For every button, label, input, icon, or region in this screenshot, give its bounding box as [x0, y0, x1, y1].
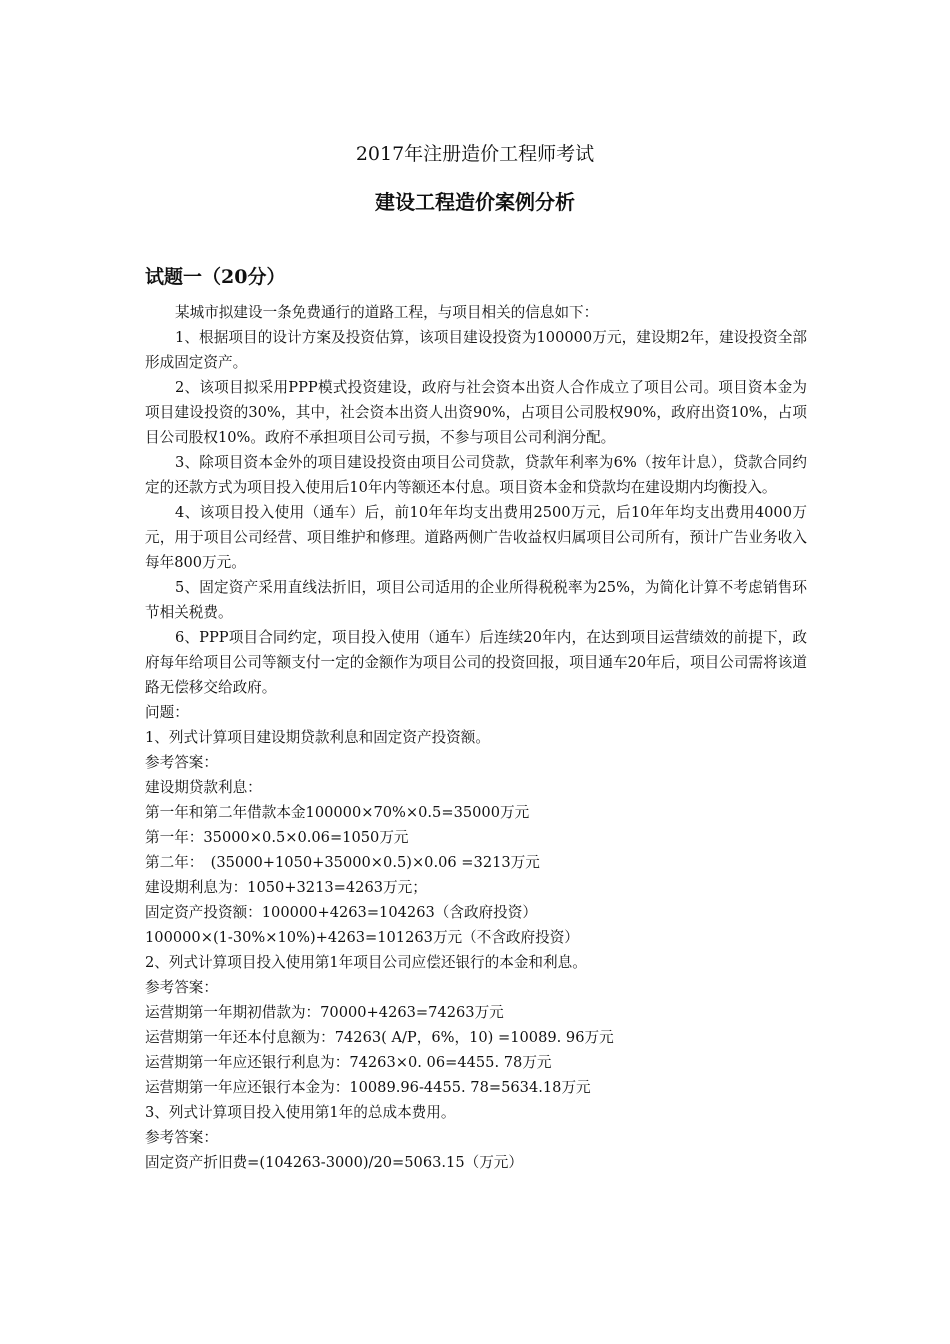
answer-line: 第一年和第二年借款本金100000×70%×0.5=35000万元 [145, 804, 530, 821]
document-body [145, 300, 807, 1175]
answer-line: 第一年：35000×0.5×0.06=1050万元 [145, 829, 409, 846]
answer-line: 运营期第一年应还银行利息为：74263×0. 06=4455. 78万元 [145, 1054, 552, 1071]
answer-line: 运营期第一年还本付息额为：74263( A/P，6%，10) =10089. 96万元 [145, 1029, 614, 1046]
info-item-5: 5、固定资产采用直线法折旧，项目公司适用的企业所得税税率为25%，为简化计算不考虑销售环节相关税费。 [145, 579, 807, 621]
info-item-1: 1、根据项目的设计方案及投资估算，该项目建设投资为100000万元，建设期2年，建设投资全部形成固定资产。 [145, 329, 807, 371]
info-item-4: 4、该项目投入使用（通车）后，前10年年均支出费用2500万元，后10年年均支出费用4000万元，用于项目公司经营、项目维护和修理。道路两侧广告收益权归属项目公司所有，预计广告业务收入每年800万元。 [145, 504, 807, 571]
answer-line: 建设期利息为：1050+3213=4263万元； [145, 879, 427, 896]
answer-label: 参考答案： [145, 754, 218, 771]
answer-label: 参考答案： [145, 979, 218, 996]
answer-line: 100000×(1-30%×10%)+4263=101263万元（不含政府投资） [145, 929, 579, 946]
answer-line: 建设期贷款利息： [145, 779, 262, 796]
answer-line: 固定资产投资额：100000+4263=104263（含政府投资） [145, 904, 537, 921]
answer-line: 第二年： (35000+1050+35000×0.5)×0.06 =3213万元 [145, 854, 540, 871]
section-heading: 试题一（20分） [145, 266, 286, 288]
document-subtitle: 建设工程造价案例分析 [375, 190, 575, 214]
document-title: 2017年注册造价工程师考试 [355, 143, 595, 165]
answer-line: 运营期第一年期初借款为：70000+4263=74263万元 [145, 1004, 504, 1021]
questions-label: 问题： [145, 704, 189, 721]
question-1: 1、列式计算项目建设期贷款利息和固定资产投资额。 [145, 729, 490, 746]
answer-label: 参考答案： [145, 1129, 218, 1146]
question-2: 2、列式计算项目投入使用第1年项目公司应偿还银行的本金和利息。 [145, 954, 587, 971]
answer-line: 运营期第一年应还银行本金为：10089.96-4455. 78=5634.18万元 [145, 1079, 591, 1096]
answer-line: 固定资产折旧费=(104263-3000)/20=5063.15（万元） [145, 1154, 523, 1171]
info-item-6: 6、PPP项目合同约定，项目投入使用（通车）后连续20年内，在达到项目运营绩效的前提下，政府每年给项目公司等额支付一定的金额作为项目公司的投资回报，项目通车20年后，项目公司需将该道路无偿移交给政府。 [145, 629, 807, 696]
info-item-2: 2、该项目拟采用PPP模式投资建设，政府与社会资本出资人合作成立了项目公司。项目资本金为项目建设投资的30%，其中，社会资本出资人出资90%，占项目公司股权90%，政府出资10%，占项目公司股权10%。政府不承担项目公司亏损，不参与项目公司利润分配。 [145, 379, 807, 446]
intro-paragraph: 某城市拟建设一条免费通行的道路工程，与项目相关的信息如下： [175, 304, 599, 321]
info-item-3: 3、除项目资本金外的项目建设投资由项目公司贷款，贷款年利率为6%（按年计息），贷款合同约定的还款方式为项目投入使用后10年内等额还本付息。项目资本金和贷款均在建设期内均衡投入。 [145, 454, 807, 496]
question-3: 3、列式计算项目投入使用第1年的总成本费用。 [145, 1104, 456, 1121]
